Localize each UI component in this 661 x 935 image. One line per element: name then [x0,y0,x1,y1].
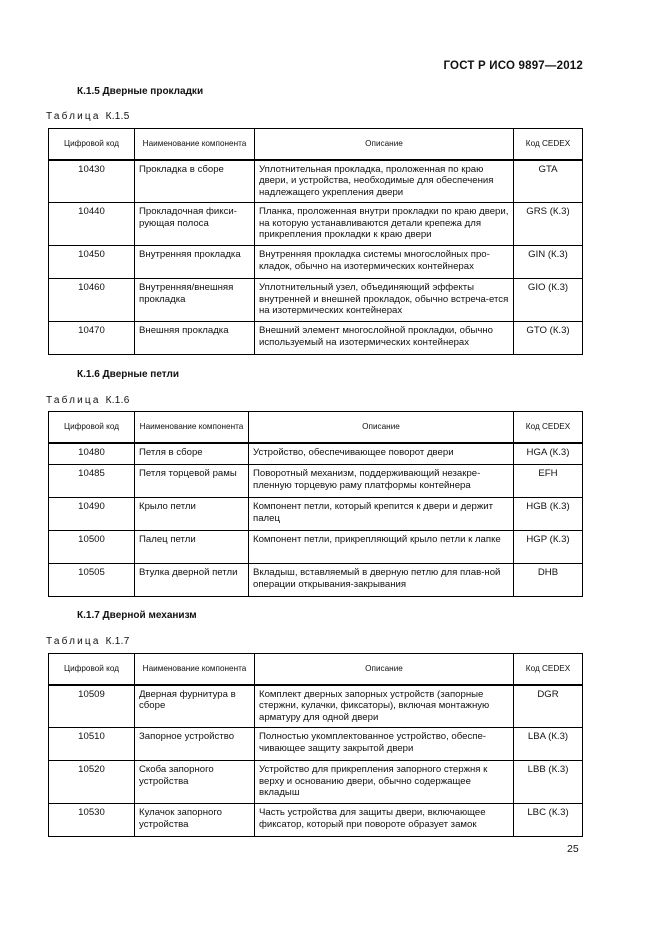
col-header-code: Цифровой код [49,129,135,160]
cell-name: Петля торцевой рамы [135,465,249,498]
col-header-cedex: Код CEDEX [514,412,583,443]
section-title-k17: К.1.7 Дверной механизм [77,610,197,621]
table-row [49,160,583,203]
cell-cedex: HGB (К.3) [514,498,583,531]
cell-description: Часть устройства для защиты двери, включающее фиксатор, который при повороте образует замок [255,804,514,837]
cell-description: Устройство, обеспечивающее поворот двери [249,443,514,465]
table-row [49,279,583,322]
table-header-row [49,654,583,685]
table-row [49,465,583,498]
cell-name: Внутренняя прокладка [135,246,255,279]
cell-cedex: GIO (К.3) [514,279,583,322]
table-header-row [49,129,583,160]
table-header-row [49,412,583,443]
cell-description: Устройство для прикрепления запорного стержня к верху и основанию двери, обычно содержащее вкладыш [255,761,514,804]
cell-description: Компонент петли, который крепится к двери и держит палец [249,498,514,531]
col-header-cedex: Код CEDEX [514,654,583,685]
cell-code: 10530 [49,804,135,837]
section-title-k15: К.1.5 Дверные прокладки [77,86,204,97]
table-row [49,531,583,564]
table-row [49,498,583,531]
cell-code: 10500 [49,531,135,564]
cell-description: Комплект дверных запорных устройств (запорные стержни, кулачки, фиксаторы), включая монтажную арматуру для одной двери [255,685,514,728]
col-header-description: Описание [255,654,514,685]
col-header-name: Наименование компонента [135,412,249,443]
cell-name: Прокладочная фикси-рующая полоса [135,203,255,246]
table-k17 [48,653,583,837]
cell-cedex: GIN (К.3) [514,246,583,279]
table-row [49,443,583,465]
cell-name: Внутренняя/внешняя прокладка [135,279,255,322]
table-row [49,322,583,355]
cell-description: Внутренняя прокладка системы многослойных про-кладок, обычно на изотермических контейнерах [255,246,514,279]
table-row [49,246,583,279]
cell-description: Внешний элемент многослойной прокладки, обычно используемый на изотермических контейнерах [255,322,514,355]
cell-name: Дверная фурнитура в сборе [135,685,255,728]
table-k15 [48,128,583,355]
cell-code: 10485 [49,465,135,498]
col-header-name: Наименование компонента [135,654,255,685]
cell-cedex: HGP (К.3) [514,531,583,564]
cell-description: Поворотный механизм, поддерживающий незакре-пленную торцевую раму платформы контейнера [249,465,514,498]
caption-word: Таблица [46,111,101,122]
section-title-k16: К.1.6 Дверные петли [77,369,180,380]
cell-cedex: EFH [514,465,583,498]
table-k16 [48,411,583,597]
cell-name: Палец петли [135,531,249,564]
cell-name: Петля в сборе [135,443,249,465]
cell-code: 10470 [49,322,135,355]
cell-name: Втулка дверной петли [135,564,249,597]
caption-number: К.1.7 [105,636,130,647]
table-row [49,761,583,804]
table-row [49,685,583,728]
cell-name: Запорное устройство [135,728,255,761]
cell-code: 10520 [49,761,135,804]
caption-number: К.1.6 [105,395,130,406]
table-row [49,564,583,597]
cell-description: Планка, проложенная внутри прокладки по краю двери, на которую устанавливаются детали крепежа для прикрепления прокладки к краю двери [255,203,514,246]
cell-description: Компонент петли, прикрепляющий крыло петли к лапке [249,531,514,564]
col-header-code: Цифровой код [49,654,135,685]
cell-name: Скоба запорного устройства [135,761,255,804]
caption-word: Таблица [46,395,101,406]
cell-cedex: GRS (К.3) [514,203,583,246]
cell-description: Уплотнительная прокладка, проложенная по краю двери, и устройства, необходимые для обеспечения надлежащего укрепления двери [255,160,514,203]
col-header-description: Описание [249,412,514,443]
table-caption-k16 [46,395,130,406]
cell-code: 10490 [49,498,135,531]
cell-description: Полностью укомплектованное устройство, обеспе-чивающее защиту закрытой двери [255,728,514,761]
cell-name: Внешняя прокладка [135,322,255,355]
caption-word: Таблица [46,636,101,647]
table-row [49,203,583,246]
col-header-code: Цифровой код [49,412,135,443]
cell-code: 10460 [49,279,135,322]
cell-description: Уплотнительный узел, объединяющий эффекты внутренней и внешней прокладок, обычно встреча-ется на изотермических контейнерах [255,279,514,322]
col-header-description: Описание [255,129,514,160]
col-header-cedex: Код CEDEX [514,129,583,160]
cell-code: 10450 [49,246,135,279]
caption-number: К.1.5 [105,111,130,122]
cell-cedex: LBB (К.3) [514,761,583,804]
cell-cedex: GTA [514,160,583,203]
cell-cedex: HGA (К.3) [514,443,583,465]
table-row [49,804,583,837]
cell-code: 10510 [49,728,135,761]
cell-code: 10430 [49,160,135,203]
cell-name: Крыло петли [135,498,249,531]
cell-description: Вкладыш, вставляемый в дверную петлю для плав-ной операции открывания-закрывания [249,564,514,597]
cell-name: Прокладка в сборе [135,160,255,203]
table-caption-k15 [46,111,130,122]
cell-cedex: LBA (К.3) [514,728,583,761]
cell-cedex: GTO (К.3) [514,322,583,355]
table-caption-k17 [46,636,130,647]
cell-cedex: DGR [514,685,583,728]
cell-code: 10505 [49,564,135,597]
cell-code: 10480 [49,443,135,465]
col-header-name: Наименование компонента [135,129,255,160]
cell-cedex: DHB [514,564,583,597]
cell-cedex: LBC (К.3) [514,804,583,837]
cell-code: 10440 [49,203,135,246]
document-header: ГОСТ Р ИСО 9897—2012 [443,60,583,72]
page-number: 25 [567,843,579,855]
cell-name: Кулачок запорного устройства [135,804,255,837]
cell-code: 10509 [49,685,135,728]
table-row [49,728,583,761]
